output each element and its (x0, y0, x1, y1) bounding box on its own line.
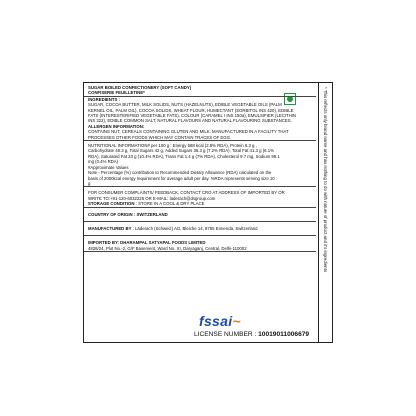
product-type: SUGAR BOILED CONFECTIONERY (SOFT CANDY) (88, 85, 192, 90)
storage-value: : STORE IN A COOL & DRY PLACE (134, 201, 205, 207)
storage-label: STORAGE CONDITION (88, 201, 135, 207)
nutrition-line: RDA), Saturated Fat 23 g (10.4% RDA), Trans Fat 1.4 g (7% RDA), Cholesterol 9.7 mg, Sodium 99.1 (88, 153, 280, 159)
importer-address: 4828/24, Plot No.-2, G/F Basement, Ward No. XI, Daryaganj, Central, Delhi-110002 (88, 245, 247, 251)
approx-note-line: #Approximate Values (88, 164, 129, 170)
license-number (194, 331, 309, 338)
origin-value: : SWITZERLAND (132, 211, 168, 217)
allergen-line: PROCESSES OTHER FOODS WHICH MAY CONTAIN TRACES OF EGG. (88, 134, 232, 140)
nutrition-line: mg (0.4% RDA) (88, 159, 119, 165)
approx-note-line: g (88, 180, 91, 186)
fssai-logo-text: fssai (199, 313, 233, 329)
origin-label: COUNTRY OF ORIGIN (88, 211, 133, 217)
label-content (88, 85, 312, 252)
consumer-line: FOR CONSUMER COMPLAINTS/ FEEDBACK, CONTACT CRO AT ADDRESS OF IMPORTED BY OR (88, 190, 285, 196)
approx-note-line: basis of 2000kcal energy requirement for average adult per day. %RDA represents serving size 10 (88, 175, 275, 181)
fssai-logo-accent-icon: ~ (232, 313, 241, 329)
food-label-panel (83, 82, 319, 343)
side-note-text: * This reflects only brand name and has nothing to do with nature of product and it's ingredients (323, 87, 328, 273)
consumer-line: WRITE TO:+91-120-6032225 OR E-MAIL: laderach@dsgroup.com (88, 195, 216, 201)
ingredients-line: SUGAR, COCOA BUTTER, MILK SOLIDS, NUTS (HAZELNUTS), EDIBLE VEGETABLE OILS (PALM (88, 102, 282, 108)
nutrition-line: Carbohydrate 48.3 g, Total Sugars 42 g, Added Sugars 36.3 g (7.2% RDA), Total Fat 41.3 g (6.1% (88, 148, 274, 154)
ingredients-line: INS 322), EDIBLE COMMON SALT, NATURAL FLAVOURS AND NATURAL FLAVOURING SUBSTANCES. (88, 118, 292, 124)
ingredients-line: KERNEL OIL, PALM OIL), COCOA SOLIDS, WHEAT FLOUR, HUMECTANT (SORBITOL INS 420), EDIBLE (88, 107, 294, 113)
license-label: LICENSE NUMBER : (194, 331, 259, 338)
ingredients-line: FATS (INTERESTERIFIED VEGETABLE FATS), COLOUR (CARAMEL I INS 150a), EMULSIFIER (LECITHIN (88, 113, 297, 119)
side-note-panel (319, 82, 333, 343)
importer-label: IMPORTED BY: DHARAMPAL SATYAPAL FOODS LIMITED (88, 240, 206, 246)
approx-note-line: Note - Percentage (%) contribution to Recommended Dietary Allowance (RDA) calculated on the (88, 170, 272, 176)
nutrition-line: NUTRITIONAL INFORMATION# per 100 g : Energy 588 kcal (2.9% RDA), Protein 6.3 g , (88, 143, 257, 149)
license-value: 10019011006679 (258, 331, 310, 338)
ingredients-heading: INGREDIENTS : (88, 96, 120, 102)
allergen-heading: ALLERGEN INFORMATION: (88, 123, 145, 129)
divider (84, 251, 316, 252)
manufacturer-value: : Läderach (Schweiz) AG, Bleiche 14, 8755 Ennenda, Switzerland (131, 225, 258, 231)
product-name: CONFISERIE FEUILLETINE* (88, 90, 145, 96)
fssai-logo (199, 313, 241, 329)
allergen-line: CONTAINS NUT, CEREALS CONTAINING GLUTEN AND MILK. MANUFACTURED IN A FACILITY THAT (88, 129, 289, 135)
manufacturer-label: MANUFACTURED BY (88, 225, 132, 231)
